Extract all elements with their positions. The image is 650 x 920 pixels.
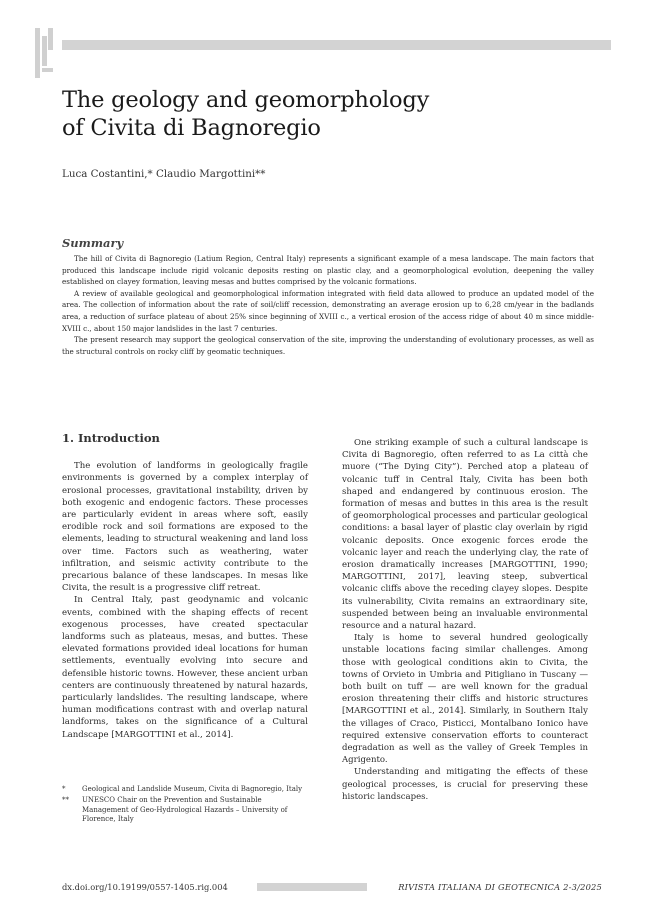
body-paragraph: Understanding and mitigating the effects of these geological processes, is crucial for preserving these historic landscapes. bbox=[342, 767, 588, 802]
journal-name: RIVISTA ITALIANA DI GEOTECNICA 2-3/2025 bbox=[398, 882, 602, 892]
body-paragraph: One striking example of such a cultural landscape is Civita di Bagnoregio, often referred to as La città che muore (“The Dying City”). Perched atop a plateau of volcanic tuff in Central Italy, Civita has been both shaped and endangered by continuous erosion. The formation of mesas and buttes in this area is the result of geomorphological processes and particular geological conditions: a basal layer of plastic clay overlain by rigid volcanic deposits. Once exogenic forces erode the volcanic layer and reach the underlying clay, the rate of erosion dramatically increases [MARGOTTINI, 1990; MARGOTTINI, 2017], leaving steep, subvertical volcanic cliffs above the receding clayey slopes. Despite its vulnerability, Civita remains an extraordinary site, suspended between being an invaluable environmental resource and a natural hazard. bbox=[342, 438, 588, 632]
footnotes bbox=[62, 785, 308, 826]
footnote-text: UNESCO Chair on the Prevention and Sustainable Management of Geo-Hydrological Hazards – University of Florence, Italy bbox=[82, 795, 288, 824]
footnote bbox=[62, 796, 308, 825]
summary-heading: Summary bbox=[62, 236, 124, 250]
article-title bbox=[62, 86, 602, 142]
footer-bar bbox=[257, 883, 367, 891]
body-paragraph: The evolution of landforms in geologically fragile environments is governed by a complex interplay of erosional processes, gravitational instability, driven by both exogenic and endogenic factors. These processes are particularly evident in areas where soft, easily erodible rock and soil formations are exposed to the elements, leading to structural weakening and land loss over time. Factors such as weathering, water infiltration, and seismic activity contribute to the precarious balance of these landscapes. In mesas like Civita, the result is a progressive cliff retreat. bbox=[62, 461, 308, 594]
left-column bbox=[62, 432, 308, 741]
page-footer bbox=[62, 880, 602, 894]
summary-paragraph: The present research may support the geological conservation of the site, improving the understanding of evolutionary processes, as well as the structural controls on rocky cliff by geomatic techniques. bbox=[62, 335, 594, 356]
header-bar bbox=[62, 40, 611, 50]
article-title-line2: of Civita di Bagnoregio bbox=[62, 115, 321, 141]
article-title-line1: The geology and geomorphology bbox=[62, 87, 430, 113]
summary-section bbox=[62, 236, 594, 357]
journal-logo-icon bbox=[35, 28, 53, 78]
footnote-text: Geological and Landslide Museum, Civita di Bagnoregio, Italy bbox=[82, 785, 303, 793]
body-paragraph: Italy is home to several hundred geologically unstable locations facing similar challenges. Among those with geological conditions akin to Civita, the towns of Orvieto in Umbria and Pitigliano in Tuscany — both built on tuff — are well known for the gradual erosion threatening their cliffs and historic structures [MARGOTTINI et al., 2014]. Similarly, in Southern Italy the villages of Craco, Pisticci, Montalbano Ionico have required extensive conservation efforts to counteract degradation as well as the valley of Greek Temples in Agrigento. bbox=[342, 633, 588, 766]
footnote bbox=[62, 785, 308, 795]
doi-link[interactable]: dx.doi.org/10.19199/0557-1405.rig.004 bbox=[62, 882, 228, 892]
right-column bbox=[342, 437, 588, 803]
body-paragraph: In Central Italy, past geodynamic and volcanic events, combined with the shaping effects of recent exogenous processes, have created spectacular landforms such as plateaus, mesas, and buttes. These elevated formations provided ideal locations for human settlements, eventually evolving into secure and defensible historic towns. However, these ancient urban centers are continuously threatened by natural hazards, particularly landslides. The resulting landscape, where human modifications contrast with and overlap natural landforms, takes on the significance of a Cultural Landscape [MARGOTTINI et al., 2014]. bbox=[62, 595, 308, 740]
summary-paragraph: The hill of Civita di Bagnoregio (Latium Region, Central Italy) represents a significant example of a mesa landscape. The main factors that produced this landscape include rigid volcanic deposits resting on plastic clay, and a geomorphological evolution, deepening the valley established on clayey formation, leaving mesas and buttes comprised by the volcanic formations. bbox=[62, 254, 594, 287]
section-heading-introduction: 1. Introduction bbox=[62, 431, 160, 445]
footnote-mark: ** bbox=[62, 795, 69, 804]
authors: Luca Costantini,* Claudio Margottini** bbox=[62, 168, 266, 180]
summary-paragraph: A review of available geological and geomorphological information integrated with field data allowed to produce an updated model of the area. The collection of information about the rate of soil/cliff recession, demonstrating an average erosion up to 6,28 cm/year in the badlands area, a reduction of surface plateau of about 25% since beginning of XVIII c., a vertical erosion of the access ridge of about 40 m since middle-XVIII c., about 150 major landslides in the last 7 centuries. bbox=[62, 288, 594, 333]
footnote-mark: * bbox=[62, 785, 66, 793]
